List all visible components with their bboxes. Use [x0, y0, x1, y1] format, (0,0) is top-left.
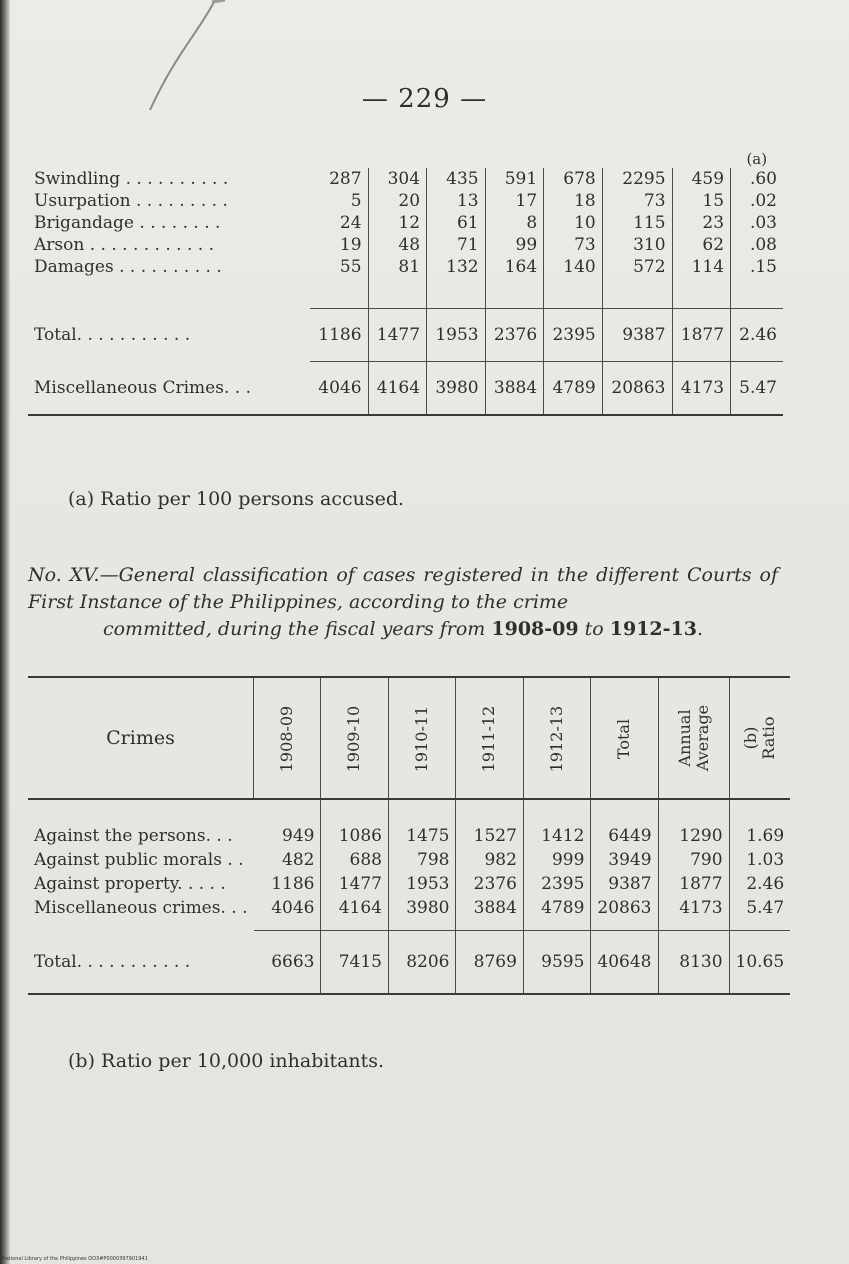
- table-row: [28, 848, 790, 872]
- header-label: 1909-10: [344, 705, 364, 772]
- row-label: Damages . . . . . . . . . .: [34, 257, 222, 277]
- cell: 15: [672, 190, 731, 212]
- cell: 40648: [591, 931, 658, 995]
- cell: 20863: [591, 896, 658, 920]
- header-cell: [523, 677, 590, 799]
- cell: 3884: [456, 896, 523, 920]
- row-label: Against the persons. . .: [34, 826, 233, 846]
- header-row: [28, 677, 790, 799]
- cell: 949: [254, 824, 321, 848]
- cell: 12: [368, 212, 427, 234]
- cell: 71: [427, 234, 486, 256]
- cell: 1477: [368, 309, 427, 362]
- cell: .15: [749, 257, 777, 277]
- cell: 1527: [456, 824, 523, 848]
- row-label: Swindling . . . . . . . . . .: [34, 169, 229, 189]
- cell: .02: [749, 191, 777, 211]
- cell: 73: [602, 190, 672, 212]
- table-row: [28, 256, 783, 278]
- row-label: Total. . . . . . . . . . .: [34, 325, 191, 345]
- cell: 1877: [672, 309, 731, 362]
- table-row: [28, 168, 783, 190]
- cell: 459: [672, 168, 731, 190]
- misc-crimes-row: [28, 362, 783, 416]
- classification-table: [28, 676, 790, 995]
- cell: 4164: [321, 896, 388, 920]
- cell: 23: [672, 212, 731, 234]
- cell: 482: [254, 848, 321, 872]
- cell: 1953: [388, 872, 455, 896]
- cell: 18: [544, 190, 603, 212]
- row-label: Total. . . . . . . . . . .: [28, 931, 254, 995]
- cell: 1186: [310, 309, 368, 362]
- cell: 982: [456, 848, 523, 872]
- header-label: Annual Average: [674, 704, 712, 772]
- cell: 6449: [591, 824, 658, 848]
- header-label: Total: [614, 718, 634, 759]
- cell: 9387: [591, 872, 658, 896]
- header-label: 1912-13: [547, 705, 567, 772]
- cell: 287: [310, 168, 368, 190]
- cell: 1.69: [746, 826, 785, 846]
- spacer-row: [28, 799, 790, 824]
- ratio-header-a: (a): [746, 150, 768, 168]
- cell: 1877: [658, 872, 729, 896]
- header-cell: [591, 677, 658, 799]
- header-cell: [321, 677, 388, 799]
- cell: 2295: [602, 168, 672, 190]
- cell: 3980: [388, 896, 455, 920]
- cell: 2395: [523, 872, 590, 896]
- cell: 6663: [254, 931, 321, 995]
- cell: 1086: [321, 824, 388, 848]
- cell: 8130: [658, 931, 729, 995]
- cell: 10: [544, 212, 603, 234]
- cell: 591: [485, 168, 544, 190]
- caption-line: [28, 616, 778, 643]
- cell: 114: [672, 256, 731, 278]
- cell: 8769: [456, 931, 523, 995]
- table-row: [28, 872, 790, 896]
- header-label: (b) Ratio: [740, 716, 778, 760]
- row-label: Miscellaneous Crimes. . .: [28, 362, 310, 416]
- cell: 999: [523, 848, 590, 872]
- cell: 13: [427, 190, 486, 212]
- caption-year-to: 1912-13: [609, 618, 697, 640]
- caption-text: to: [578, 618, 610, 640]
- cell: 4046: [310, 362, 368, 416]
- cell: 2395: [544, 309, 603, 362]
- cell: 790: [658, 848, 729, 872]
- cell: 4173: [672, 362, 731, 416]
- cell: 5: [310, 190, 368, 212]
- cell: 7415: [321, 931, 388, 995]
- cell: 164: [485, 256, 544, 278]
- cell: 572: [602, 256, 672, 278]
- table-row: [28, 896, 790, 920]
- cell: 1186: [254, 872, 321, 896]
- cell: 1953: [427, 309, 486, 362]
- cell: 19: [310, 234, 368, 256]
- cell: .08: [749, 235, 777, 255]
- cell: 2376: [485, 309, 544, 362]
- cell: 20863: [602, 362, 672, 416]
- table-row: [28, 212, 783, 234]
- cell: 310: [602, 234, 672, 256]
- cell: .03: [749, 213, 777, 233]
- cell: 3949: [591, 848, 658, 872]
- cell: 55: [310, 256, 368, 278]
- row-label: Usurpation . . . . . . . . .: [34, 191, 228, 211]
- header-cell: [729, 677, 790, 799]
- table-row: [28, 234, 783, 256]
- caption-text: committed, during the fiscal years from: [102, 618, 492, 640]
- header-cell: [388, 677, 455, 799]
- cell: 9387: [602, 309, 672, 362]
- cell: 435: [427, 168, 486, 190]
- cell: 8: [485, 212, 544, 234]
- cell: 4046: [254, 896, 321, 920]
- cell: 1475: [388, 824, 455, 848]
- header-crimes: Crimes: [28, 677, 254, 799]
- page-binding-edge: [0, 0, 10, 1264]
- cell: 81: [368, 256, 427, 278]
- row-label: Miscellaneous crimes. . .: [34, 898, 248, 918]
- cell: 1.03: [746, 850, 785, 870]
- header-label: 1908-09: [277, 705, 297, 772]
- cell: 304: [368, 168, 427, 190]
- cell: 4173: [658, 896, 729, 920]
- total-row: [28, 309, 783, 362]
- cell: 48: [368, 234, 427, 256]
- scan-source-footer: National Library of the Philippines DO3#P0000397901941: [2, 1256, 148, 1262]
- crime-table-continued: [28, 150, 783, 416]
- footnote-a: (a) Ratio per 100 persons accused.: [68, 488, 405, 510]
- header-cell: [658, 677, 729, 799]
- cell: 140: [544, 256, 603, 278]
- caption-line: No. XV.—General classification of cases registered in the different: [28, 564, 680, 586]
- cell: 73: [544, 234, 603, 256]
- cell: 10.65: [729, 931, 790, 995]
- caption-line: Courts of First Instance of the Philippines, according to the crime: [28, 564, 778, 613]
- cell: 17: [485, 190, 544, 212]
- ratio-header-row: [28, 150, 783, 168]
- cell: 1412: [523, 824, 590, 848]
- cell: 798: [388, 848, 455, 872]
- page-number: — 229 —: [361, 84, 488, 114]
- cell: 4789: [523, 896, 590, 920]
- cell: 4164: [368, 362, 427, 416]
- cell: 2.46: [746, 874, 785, 894]
- row-label: Against property. . . . .: [34, 874, 226, 894]
- cell: 2376: [456, 872, 523, 896]
- cell: 24: [310, 212, 368, 234]
- row-label: Against public morals . .: [34, 850, 244, 870]
- caption-year-from: 1908-09: [491, 618, 579, 640]
- header-label: 1910-11: [412, 705, 432, 772]
- cell: 62: [672, 234, 731, 256]
- table-row: [28, 190, 783, 212]
- cell: 1477: [321, 872, 388, 896]
- cell: 61: [427, 212, 486, 234]
- cell: 99: [485, 234, 544, 256]
- cell: 5.47: [746, 898, 785, 918]
- cell: 115: [602, 212, 672, 234]
- table-row: [28, 824, 790, 848]
- row-label: Arson . . . . . . . . . . . .: [34, 235, 215, 255]
- cell: 2.46: [731, 309, 783, 362]
- header-cell: [254, 677, 321, 799]
- total-row: [28, 931, 790, 995]
- cell: .60: [749, 169, 777, 189]
- cell: 8206: [388, 931, 455, 995]
- header-label: 1911-12: [479, 705, 499, 772]
- cell: 9595: [523, 931, 590, 995]
- table-caption: [28, 562, 778, 643]
- caption-text: .: [696, 618, 704, 640]
- cell: 678: [544, 168, 603, 190]
- row-label: Brigandage . . . . . . . .: [34, 213, 221, 233]
- cell: 5.47: [731, 362, 783, 416]
- cell: 20: [368, 190, 427, 212]
- spacer-row: [28, 920, 790, 931]
- spacer-row: [28, 278, 783, 309]
- cell: 4789: [544, 362, 603, 416]
- cell: 3980: [427, 362, 486, 416]
- cell: 132: [427, 256, 486, 278]
- cell: 688: [321, 848, 388, 872]
- cell: 1290: [658, 824, 729, 848]
- cell: 3884: [485, 362, 544, 416]
- footnote-b: (b) Ratio per 10,000 inhabitants.: [68, 1050, 385, 1072]
- header-cell: [456, 677, 523, 799]
